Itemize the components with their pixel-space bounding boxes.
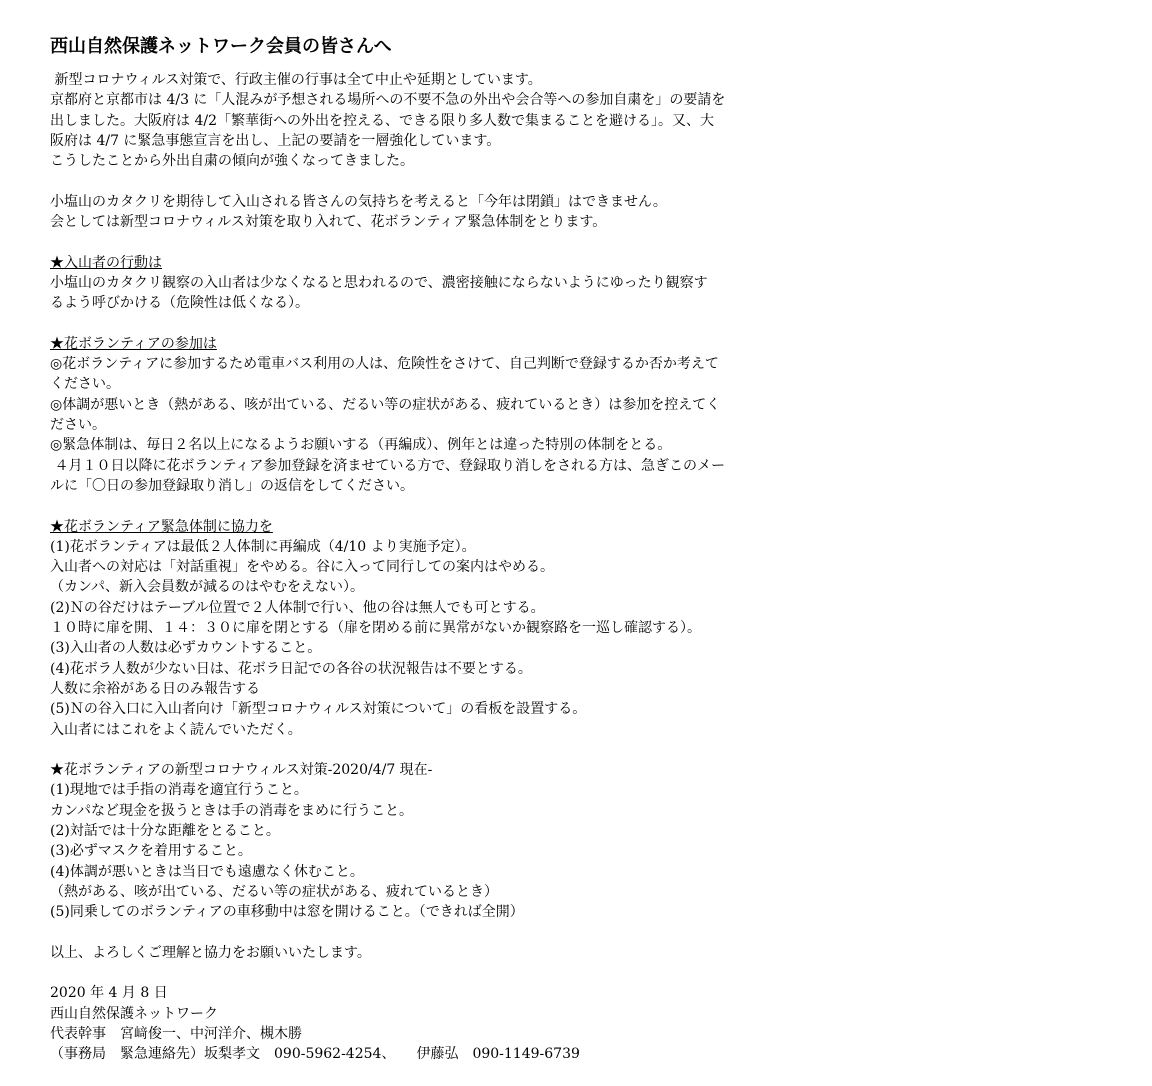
section-line: （熱がある、咳が出ている、だるい等の症状がある、疲れているとき） — [50, 883, 498, 900]
section-line: (4)体調が悪いときは当日でも遠慮なく休むこと。 — [50, 863, 364, 880]
section-line: 小塩山のカタクリ観察の入山者は少なくなると思われるので、濃密接触にならないようにゆったり観察す — [50, 274, 708, 291]
spacer — [50, 314, 810, 334]
section-line: 人数に余裕がある日のみ報告する — [50, 680, 260, 697]
intro-line-text: 新型コロナウィルス対策で、行政主催の行事は全て中止や延期としています。 — [54, 72, 542, 88]
signature-organization: 西山自然保護ネットワーク — [50, 1005, 218, 1022]
section-heading-covid-measures: ★花ボランティアの新型コロナウィルス対策-2020/4/7 現在- — [50, 762, 433, 779]
paragraph-line: 小塩山のカタクリを期待して入山される皆さんの気持ちを考えると「今年は閉鎖」はできません。 — [50, 193, 667, 210]
intro-line: こうしたことから外出自粛の傾向が強くなってきました。 — [50, 153, 414, 170]
spacer — [50, 171, 810, 191]
spacer — [50, 922, 810, 942]
document-title: 西山自然保護ネットワーク会員の皆さんへ — [50, 36, 392, 57]
section-line: カンパなど現金を扱うときは手の消毒をまめに行うこと。 — [50, 802, 414, 819]
section-heading-visitors — [50, 253, 810, 273]
section-line: ださい。 — [50, 417, 106, 434]
spacer — [50, 496, 810, 516]
spacer — [50, 232, 810, 252]
section-line: （カンパ、新入会員数が減るのはやむをえない）。 — [50, 579, 365, 596]
spacer — [50, 740, 810, 760]
spacer — [50, 963, 810, 983]
section-line: 入山者にはこれをよく読んでいただく。 — [50, 721, 302, 738]
section-line: 入山者への対応は「対話重視」をやめる。谷に入って同行しての案内はやめる。 — [50, 559, 554, 576]
closing-line: 以上、よろしくご理解と協力をお願いいたします。 — [50, 944, 371, 961]
section-line: (4)花ボラ人数が少ない日は、花ボラ日記での各谷の状況報告は不要とする。 — [50, 660, 532, 677]
section-line: (5)Ｎの谷入口に入山者向け「新型コロナウィルス対策について」の看板を設置する。 — [50, 701, 587, 718]
intro-line — [50, 70, 810, 90]
section-heading-emergency — [50, 517, 810, 537]
section-line: １０時に扉を開、１４：３０に扉を閉とする（扉を閉める前に異常がないか観察路を一巡し確認する）。 — [50, 620, 701, 637]
section-line: (1)花ボランティアは最低２人体制に再編成（4/10 より実施予定）。 — [50, 538, 476, 555]
section-line: (5)同乗してのボランティアの車移動中は窓を開けること。（できれば全開） — [50, 904, 524, 921]
section-line — [50, 456, 810, 476]
section-line: (3)入山者の人数は必ずカウントすること。 — [50, 640, 322, 657]
signature-date: 2020 年 4 月 8 日 — [50, 985, 168, 1002]
section-line: ルに「〇日の参加登録取り消し」の返信をしてください。 — [50, 477, 414, 494]
section-line: ◎緊急体制は、毎日２名以上になるようお願いする（再編成）、例年とは違った特別の体制をとる。 — [50, 437, 672, 454]
signature-contact: （事務局 緊急連絡先）坂梨孝文 090-5962-4254、 伊藤弘 090-1149-6739 — [50, 1046, 580, 1063]
section-heading-text: ★花ボランティア緊急体制に協力を — [50, 518, 273, 535]
intro-line: 出しました。大阪府は 4/2「繁華街への外出を控える、できる限り多人数で集まることを避ける」。又、大 — [50, 112, 714, 129]
section-line: ください。 — [50, 376, 120, 393]
section-line: ◎体調が悪いとき（熱がある、咳が出ている、だるい等の症状がある、疲れているとき）は参加を控えてく — [50, 396, 721, 413]
intro-line: 阪府は 4/7 に緊急事態宣言を出し、上記の要請を一層強化しています。 — [50, 132, 501, 149]
section-line: ◎花ボランティアに参加するため電車バス利用の人は、危険性をさけて、自己判断で登録するか否か考えて — [50, 356, 719, 373]
section-heading-participation — [50, 334, 810, 354]
section-line: (3)必ずマスクを着用すること。 — [50, 843, 252, 860]
signature-representatives: 代表幹事 宮﨑俊一、中河洋介、槻木勝 — [50, 1025, 302, 1042]
paragraph-line: 会としては新型コロナウィルス対策を取り入れて、花ボランティア緊急体制をとります。 — [50, 214, 607, 231]
document — [50, 36, 810, 1065]
section-heading-text: ★入山者の行動は — [50, 254, 162, 271]
section-line: (2)対話では十分な距離をとること。 — [50, 822, 280, 839]
section-line: るよう呼びかける（危険性は低くなる）。 — [50, 295, 309, 312]
section-heading-text: ★花ボランティアの参加は — [50, 335, 217, 352]
section-line: (1)現地では手指の消毒を適宜行うこと。 — [50, 782, 308, 799]
section-line-text: ４月１０日以降に花ボランティア参加登録を済ませている方で、登録取り消しをされる方は、急ぎこのメー — [54, 457, 726, 474]
intro-line: 京都府と京都市は 4/3 に「人混みが予想される場所への不要不急の外出や会合等への参加自粛を」の要請を — [50, 92, 726, 109]
document-body — [50, 70, 810, 1065]
section-line: (2)Ｎの谷だけはテーブル位置で２人体制で行い、他の谷は無人でも可とする。 — [50, 599, 545, 616]
